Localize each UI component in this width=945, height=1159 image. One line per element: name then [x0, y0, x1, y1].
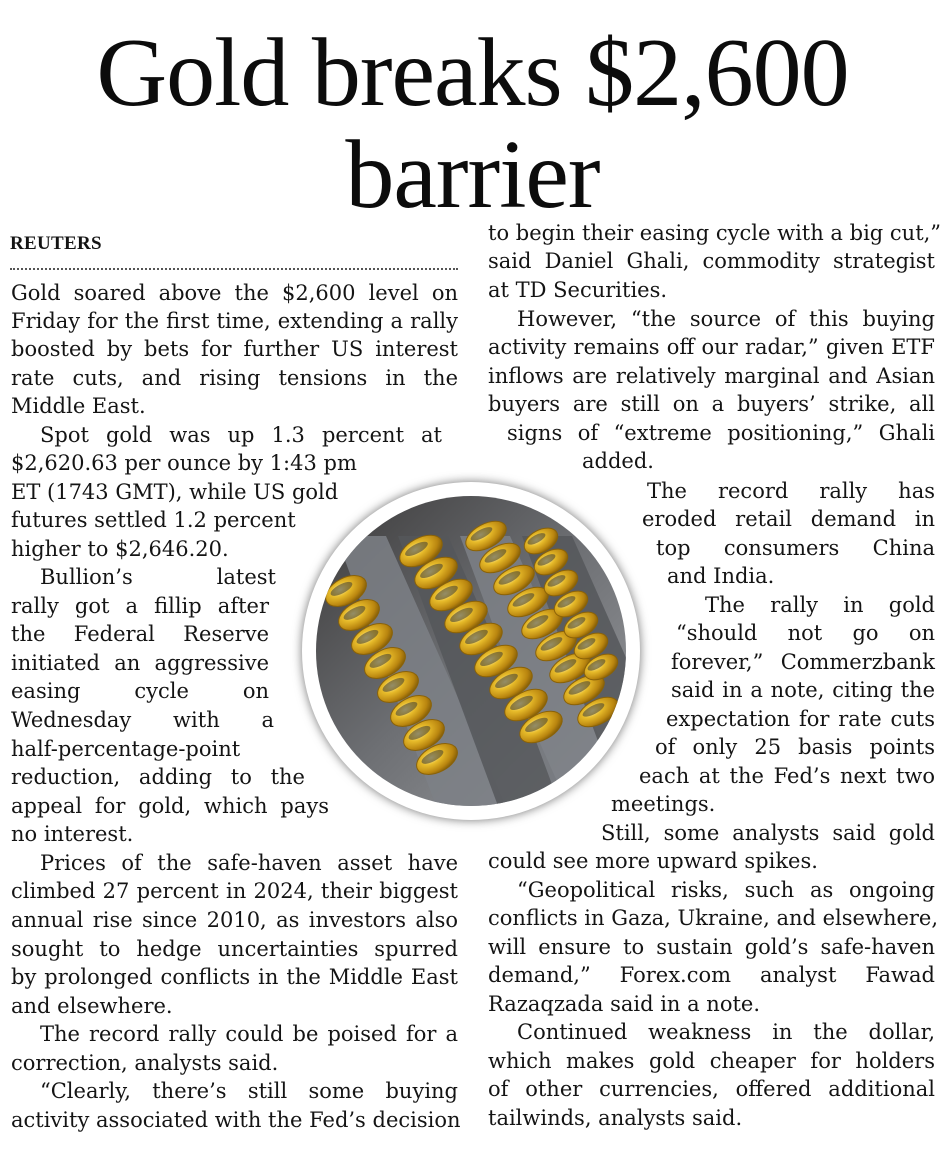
column1-line: futures settled 1.2 percent: [11, 508, 296, 532]
column2-line: signs of “extreme positioning,” Ghali: [507, 421, 935, 445]
gold-rings-image: [316, 496, 626, 806]
column1-line: Friday for the first time, extending a rally: [11, 309, 458, 333]
column2-line: expectation for rate cuts: [666, 707, 935, 731]
column1-line: Middle East.: [11, 394, 146, 418]
column1-line: appeal for gold, which pays: [11, 794, 329, 818]
column1-line: $2,620.63 per ounce by 1:43 pm: [11, 451, 357, 475]
column2-line: The record rally has: [647, 479, 935, 503]
column1-line: half-percentage-point: [11, 737, 241, 761]
column2-line: forever,” Commerzbank: [671, 650, 935, 674]
column2-line: and India.: [667, 564, 775, 588]
headline-line-2: barrier: [345, 121, 600, 229]
column1-line: climbed 27 percent in 2024, their biggest: [11, 879, 458, 903]
column2-line: The rally in gold: [705, 593, 935, 617]
column1-line: rally got a fillip after: [11, 594, 269, 618]
column2-line: will ensure to sustain gold’s safe-haven: [488, 935, 935, 959]
column1-line: Bullion’s latest: [40, 565, 276, 589]
column1-line: higher to $2,646.20.: [11, 537, 229, 561]
column2-line: to begin their easing cycle with a big cut,”: [488, 221, 942, 245]
column1-line: Spot gold was up 1.3 percent at: [40, 423, 442, 447]
column2-line: each at the Fed’s next two: [639, 764, 935, 788]
column2-line: tailwinds, analysts said.: [488, 1106, 743, 1130]
column1-line: sought to hedge uncertainties spurred: [11, 937, 458, 961]
column1-line: by prolonged conflicts in the Middle East: [11, 965, 458, 989]
column1-line: reduction, adding to the: [11, 765, 305, 789]
gold-rings-photo: [316, 496, 626, 806]
column2-line: demand,” Forex.com analyst Fawad: [488, 963, 935, 987]
headline-line-1: Gold breaks $2,600: [96, 19, 849, 127]
column2-line: Razaqzada said in a note.: [488, 992, 761, 1016]
column1-line: Prices of the safe-haven asset have: [40, 851, 458, 875]
column2-line: “Geopolitical risks, such as ongoing: [517, 878, 935, 902]
column1-line: annual rise since 2010, as investors also: [11, 908, 458, 932]
column1-line: Gold soared above the $2,600 level on: [11, 281, 458, 305]
column2-line: could see more upward spikes.: [488, 849, 818, 873]
column1-line: no interest.: [11, 822, 134, 846]
column1-line: the Federal Reserve: [11, 622, 269, 646]
column2-line: of only 25 basis points: [655, 735, 935, 759]
column2-line: of other currencies, offered additional: [488, 1077, 935, 1101]
column1-line: boosted by bets for further US interest: [11, 337, 458, 361]
column2-line: inflows are relatively marginal and Asian: [488, 364, 935, 388]
column2-line: “should not go on: [676, 621, 935, 645]
column1-line: “Clearly, there’s still some buying: [40, 1079, 458, 1103]
column2-line: buyers are still on a buyers’ strike, all: [488, 392, 935, 416]
byline-divider: [10, 268, 458, 270]
column2-line: conflicts in Gaza, Ukraine, and elsewhere,: [488, 906, 939, 930]
column2-line: Continued weakness in the dollar,: [517, 1020, 935, 1044]
column2-line: top consumers China: [656, 536, 935, 560]
byline: REUTERS: [10, 233, 102, 254]
column2-line: eroded retail demand in: [642, 507, 935, 531]
column1-line: and elsewhere.: [11, 994, 173, 1018]
gold-rings-photo-frame: [302, 482, 640, 820]
column1-line: easing cycle on: [11, 679, 269, 703]
headline: [0, 19, 945, 229]
column2-line: Still, some analysts said gold: [601, 821, 935, 845]
column2-line: said Daniel Ghali, commodity strategist: [488, 249, 935, 273]
column2-line: activity remains off our radar,” given ETF: [488, 335, 935, 359]
column1-line: Wednesday with a: [11, 708, 274, 732]
column1-line: The record rally could be poised for a: [40, 1022, 458, 1046]
column2-line: which makes gold cheaper for holders: [488, 1049, 935, 1073]
column1-line: activity associated with the Fed’s decision: [11, 1108, 461, 1132]
column2-line: However, “the source of this buying: [517, 307, 935, 331]
column1-line: rate cuts, and rising tensions in the: [11, 366, 458, 390]
column2-line: said in a note, citing the: [671, 678, 935, 702]
column1-line: correction, analysts said.: [11, 1051, 279, 1075]
column2-line: meetings.: [611, 792, 716, 816]
column2-line: added.: [582, 449, 654, 473]
column1-line: ET (1743 GMT), while US gold: [11, 480, 339, 504]
column2-line: at TD Securities.: [488, 278, 668, 302]
column1-line: initiated an aggressive: [11, 651, 269, 675]
